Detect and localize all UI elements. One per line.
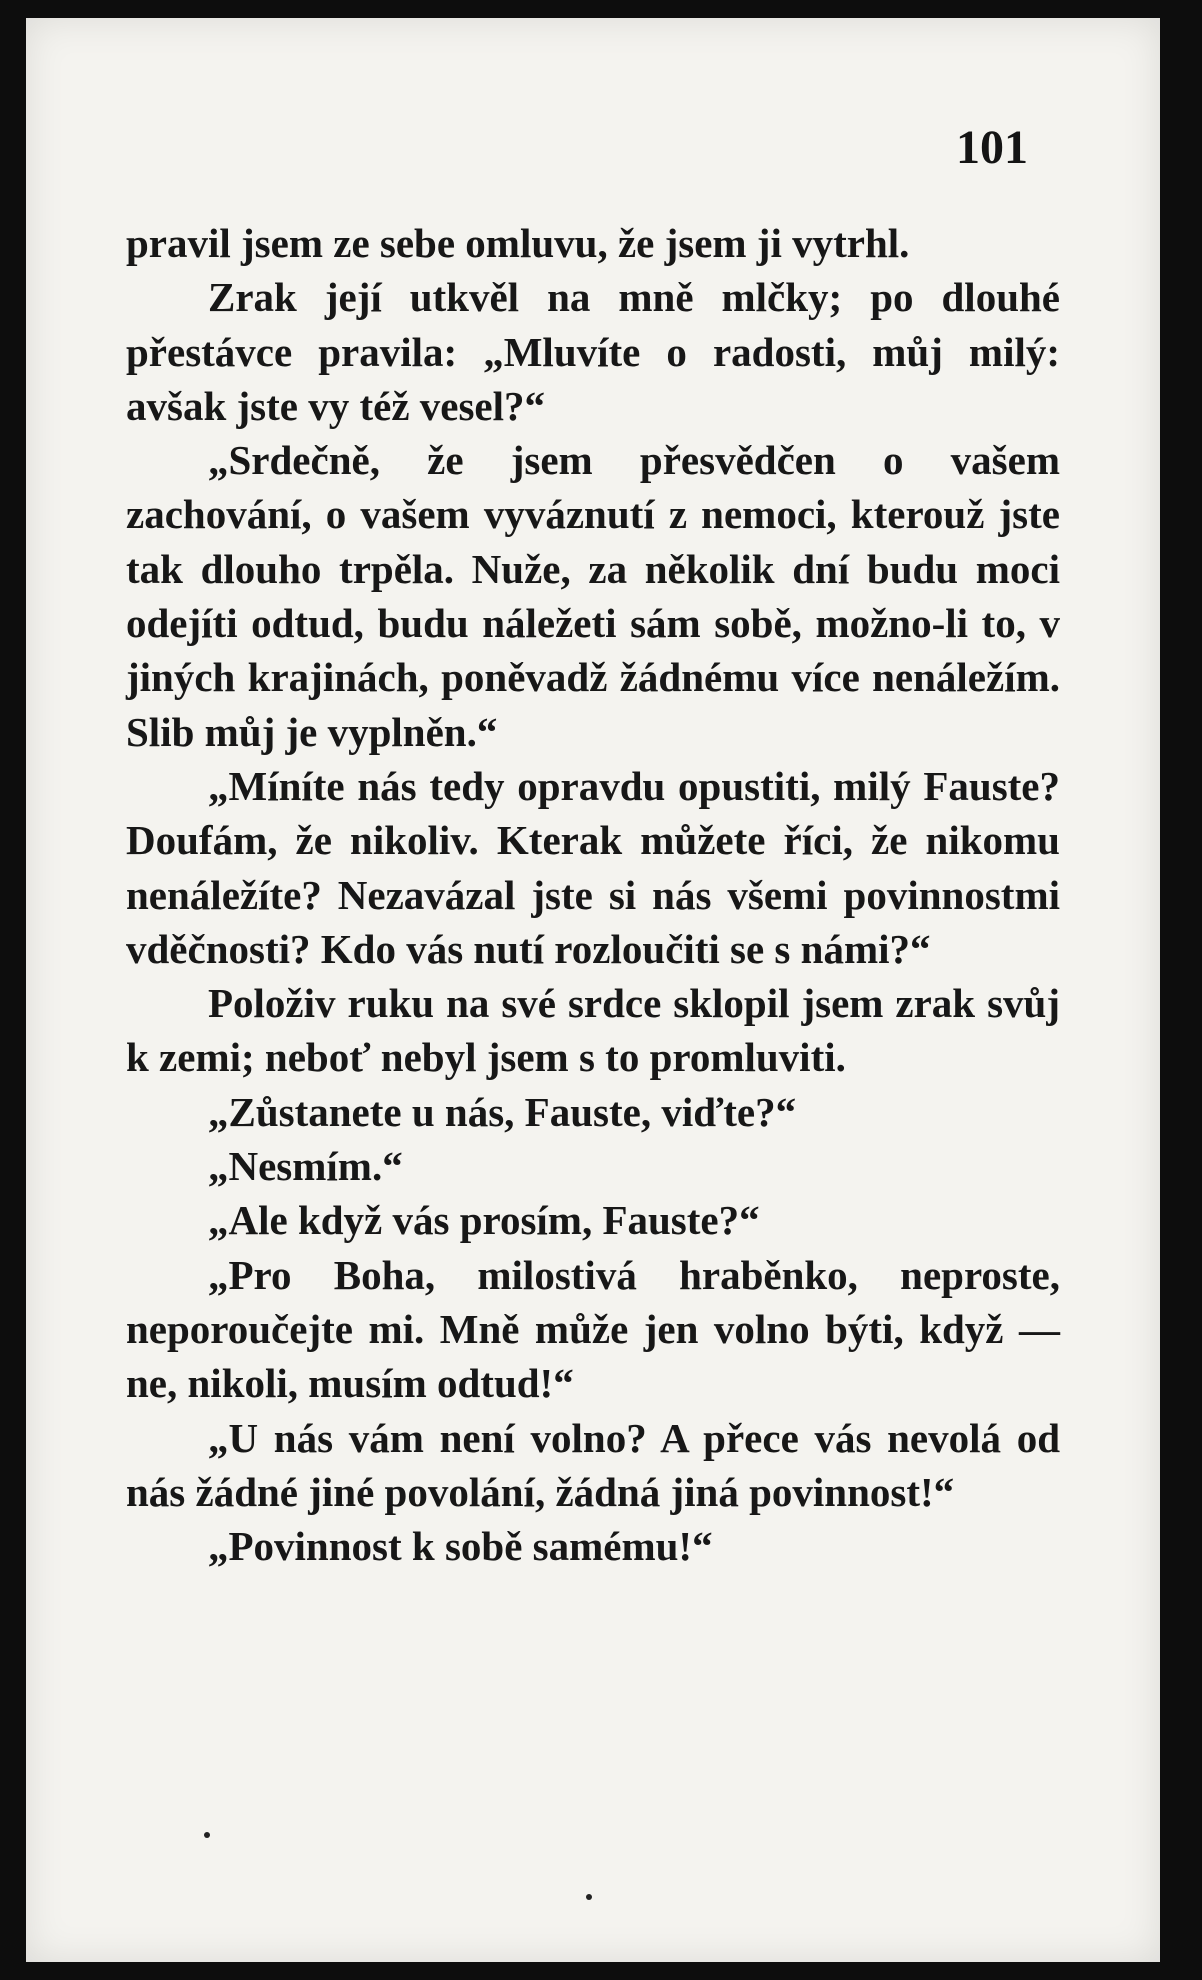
- page-number: 101: [956, 121, 1028, 174]
- paragraph: „Pro Boha, milostivá hraběnko, neproste, neporoučejte mi. Mně může jen volno býti, když — ne, nikoli, musím odtud!“: [126, 1251, 1060, 1407]
- paragraph: „Ale když vás prosím, Fauste?“: [208, 1197, 760, 1244]
- paragraph: „Míníte nás tedy opravdu opustiti, milý Fauste? Doufám, že nikoliv. Kterak můžete říci, že nikomu nenáležíte? Nezavázal jste si nás všemi povinnostmi vděčnosti? Kdo vás nutí rozloučiti se s námi?“: [126, 762, 1060, 972]
- paragraph: Zrak její utkvěl na mně mlčky; po dlouhé přestávce pravila: „Mluvíte o radosti, můj milý: avšak jste vy též vesel?“: [126, 274, 1060, 429]
- ink-speck: [204, 1832, 210, 1838]
- paragraph: „Zůstanete u nás, Fauste, viďte?“: [208, 1088, 797, 1135]
- paragraph: „U nás vám není volno? A přece vás nevolá od nás žádné jiné povolání, žádná jiná povinnost!“: [126, 1414, 1060, 1515]
- paragraph: „Povinnost k sobě samému!“: [208, 1523, 713, 1570]
- book-page: [26, 18, 1160, 1962]
- paragraph: Položiv ruku na své srdce sklopil jsem zrak svůj k zemi; neboť nebyl jsem s to promluviti.: [126, 980, 1060, 1081]
- paragraph: pravil jsem ze sebe omluvu, že jsem ji vytrhl.: [126, 220, 910, 266]
- body-text: [126, 216, 1060, 1573]
- paragraph: „Nesmím.“: [208, 1143, 403, 1190]
- ink-speck: [586, 1894, 592, 1900]
- paragraph: „Srdečně, že jsem přesvědčen o vašem zachování, o vašem vyváznutí z nemoci, kterouž jste tak dlouho trpěla. Nuže, za několik dní budu moci odejíti odtud, budu náležeti sám sobě, možno-li to, v jiných krajinách, poněvadž žádnému více nenáležím. Slib můj je vyplněn.“: [126, 437, 1060, 755]
